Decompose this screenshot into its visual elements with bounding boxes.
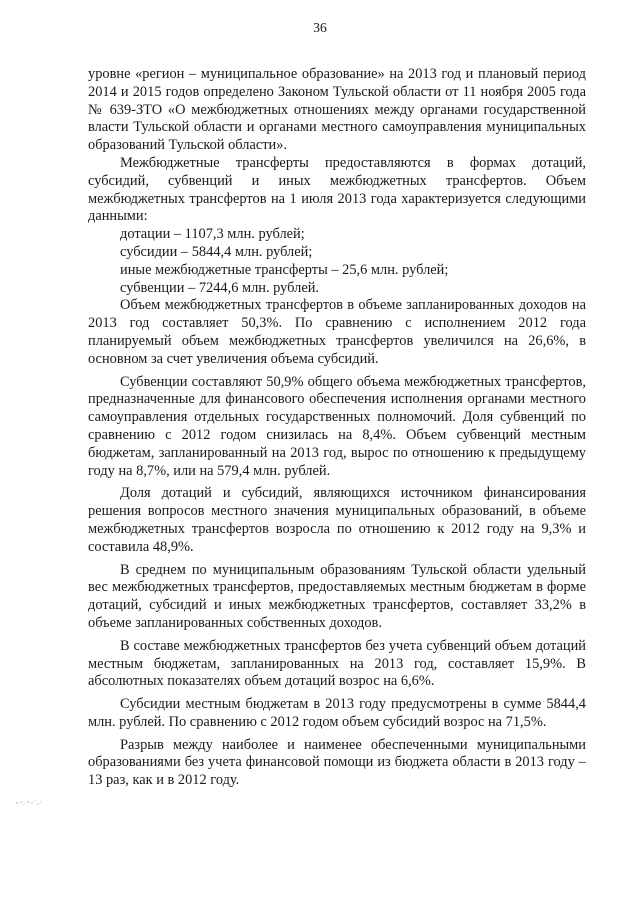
paragraph-subventions: Субвенции составляют 50,9% общего объема межбюджетных трансфертов, предназначенные для финансового обеспечения исполнения органами местного самоуправления отдельных государственных полномочий. Доля субвенций по сравнению с 2012 годом снизилась на 8,4%. Объем субвенций местным бюджетам, запланированный на 2013 год, вырос по отношению к предыдущему году на 8,7%, или на 579,4 млн. рублей. <box>88 373 586 479</box>
list-item: дотации – 1107,3 млн. рублей; <box>120 226 305 243</box>
paragraph-dotations: В составе межбюджетных трансфертов без учета субвенций объем дотаций местным бюджетам, запланированных на 2013 год, составляет 15,9%. В абсолютных показателях объем дотаций возрос на 6,6%. <box>88 637 586 690</box>
transfer-list <box>88 226 586 297</box>
document-body <box>88 66 586 790</box>
paragraph-transfer-forms: Межбюджетные трансферты предоставляются в формах дотаций, субсидий, субвенций и иных межбюджетных трансфертов. Объем межбюджетных трансфертов на 1 июля 2013 года характеризуется следующими данными: <box>88 154 586 225</box>
scan-artifact <box>14 798 44 808</box>
paragraph-transfer-share: Объем межбюджетных трансфертов в объеме запланированных доходов на 2013 год составляет 50,3%. По сравнению с исполнением 2012 года планируемый объем межбюджетных трансфертов увеличился на 26,6%, в основном за счет увеличения объема субсидий. <box>88 297 586 367</box>
page-number: 36 <box>313 20 327 35</box>
paragraph-subsidies: Субсидии местным бюджетам в 2013 году предусмотрены в сумме 5844,4 млн. рублей. По сравнению с 2012 годом объем субсидий возрос на 71,5%. <box>88 696 586 730</box>
list-item: субвенции – 7244,6 млн. рублей. <box>120 279 320 296</box>
list-item: иные межбюджетные трансферты – 25,6 млн. рублей; <box>120 261 449 278</box>
paragraph-average-share: В среднем по муниципальным образованиям Тульской области удельный вес межбюджетных трансфертов, предоставляемых местным бюджетам в форме дотаций, субсидий и иных межбюджетных трансфертов, составляет 33,2% в объеме запланированных собственных доходов. <box>88 561 586 631</box>
paragraph-gap: Разрыв между наиболее и наименее обеспеченными муниципальными образованиями без учета финансовой помощи из бюджета области в 2013 году – 13 раз, как и в 2012 году. <box>88 736 586 789</box>
list-item: субсидии – 5844,4 млн. рублей; <box>120 243 313 260</box>
paragraph-dotations-subsidies-share: Доля дотаций и субсидий, являющихся источником финансирования решения вопросов местного значения муниципальных образований, в объеме межбюджетных трансфертов возросла по отношению к 2012 году на 9,3% и составила 48,9%. <box>88 485 586 555</box>
paragraph-law-reference: уровне «регион – муниципальное образование» на 2013 год и плановый период 2014 и 2015 годов определено Законом Тульской области от 11 ноября 2005 года № 639-ЗТО «О межбюджетных отношениях между органами государственной власти Тульской области и органами местного самоуправления муниципальных образований Тульской области». <box>88 66 586 154</box>
